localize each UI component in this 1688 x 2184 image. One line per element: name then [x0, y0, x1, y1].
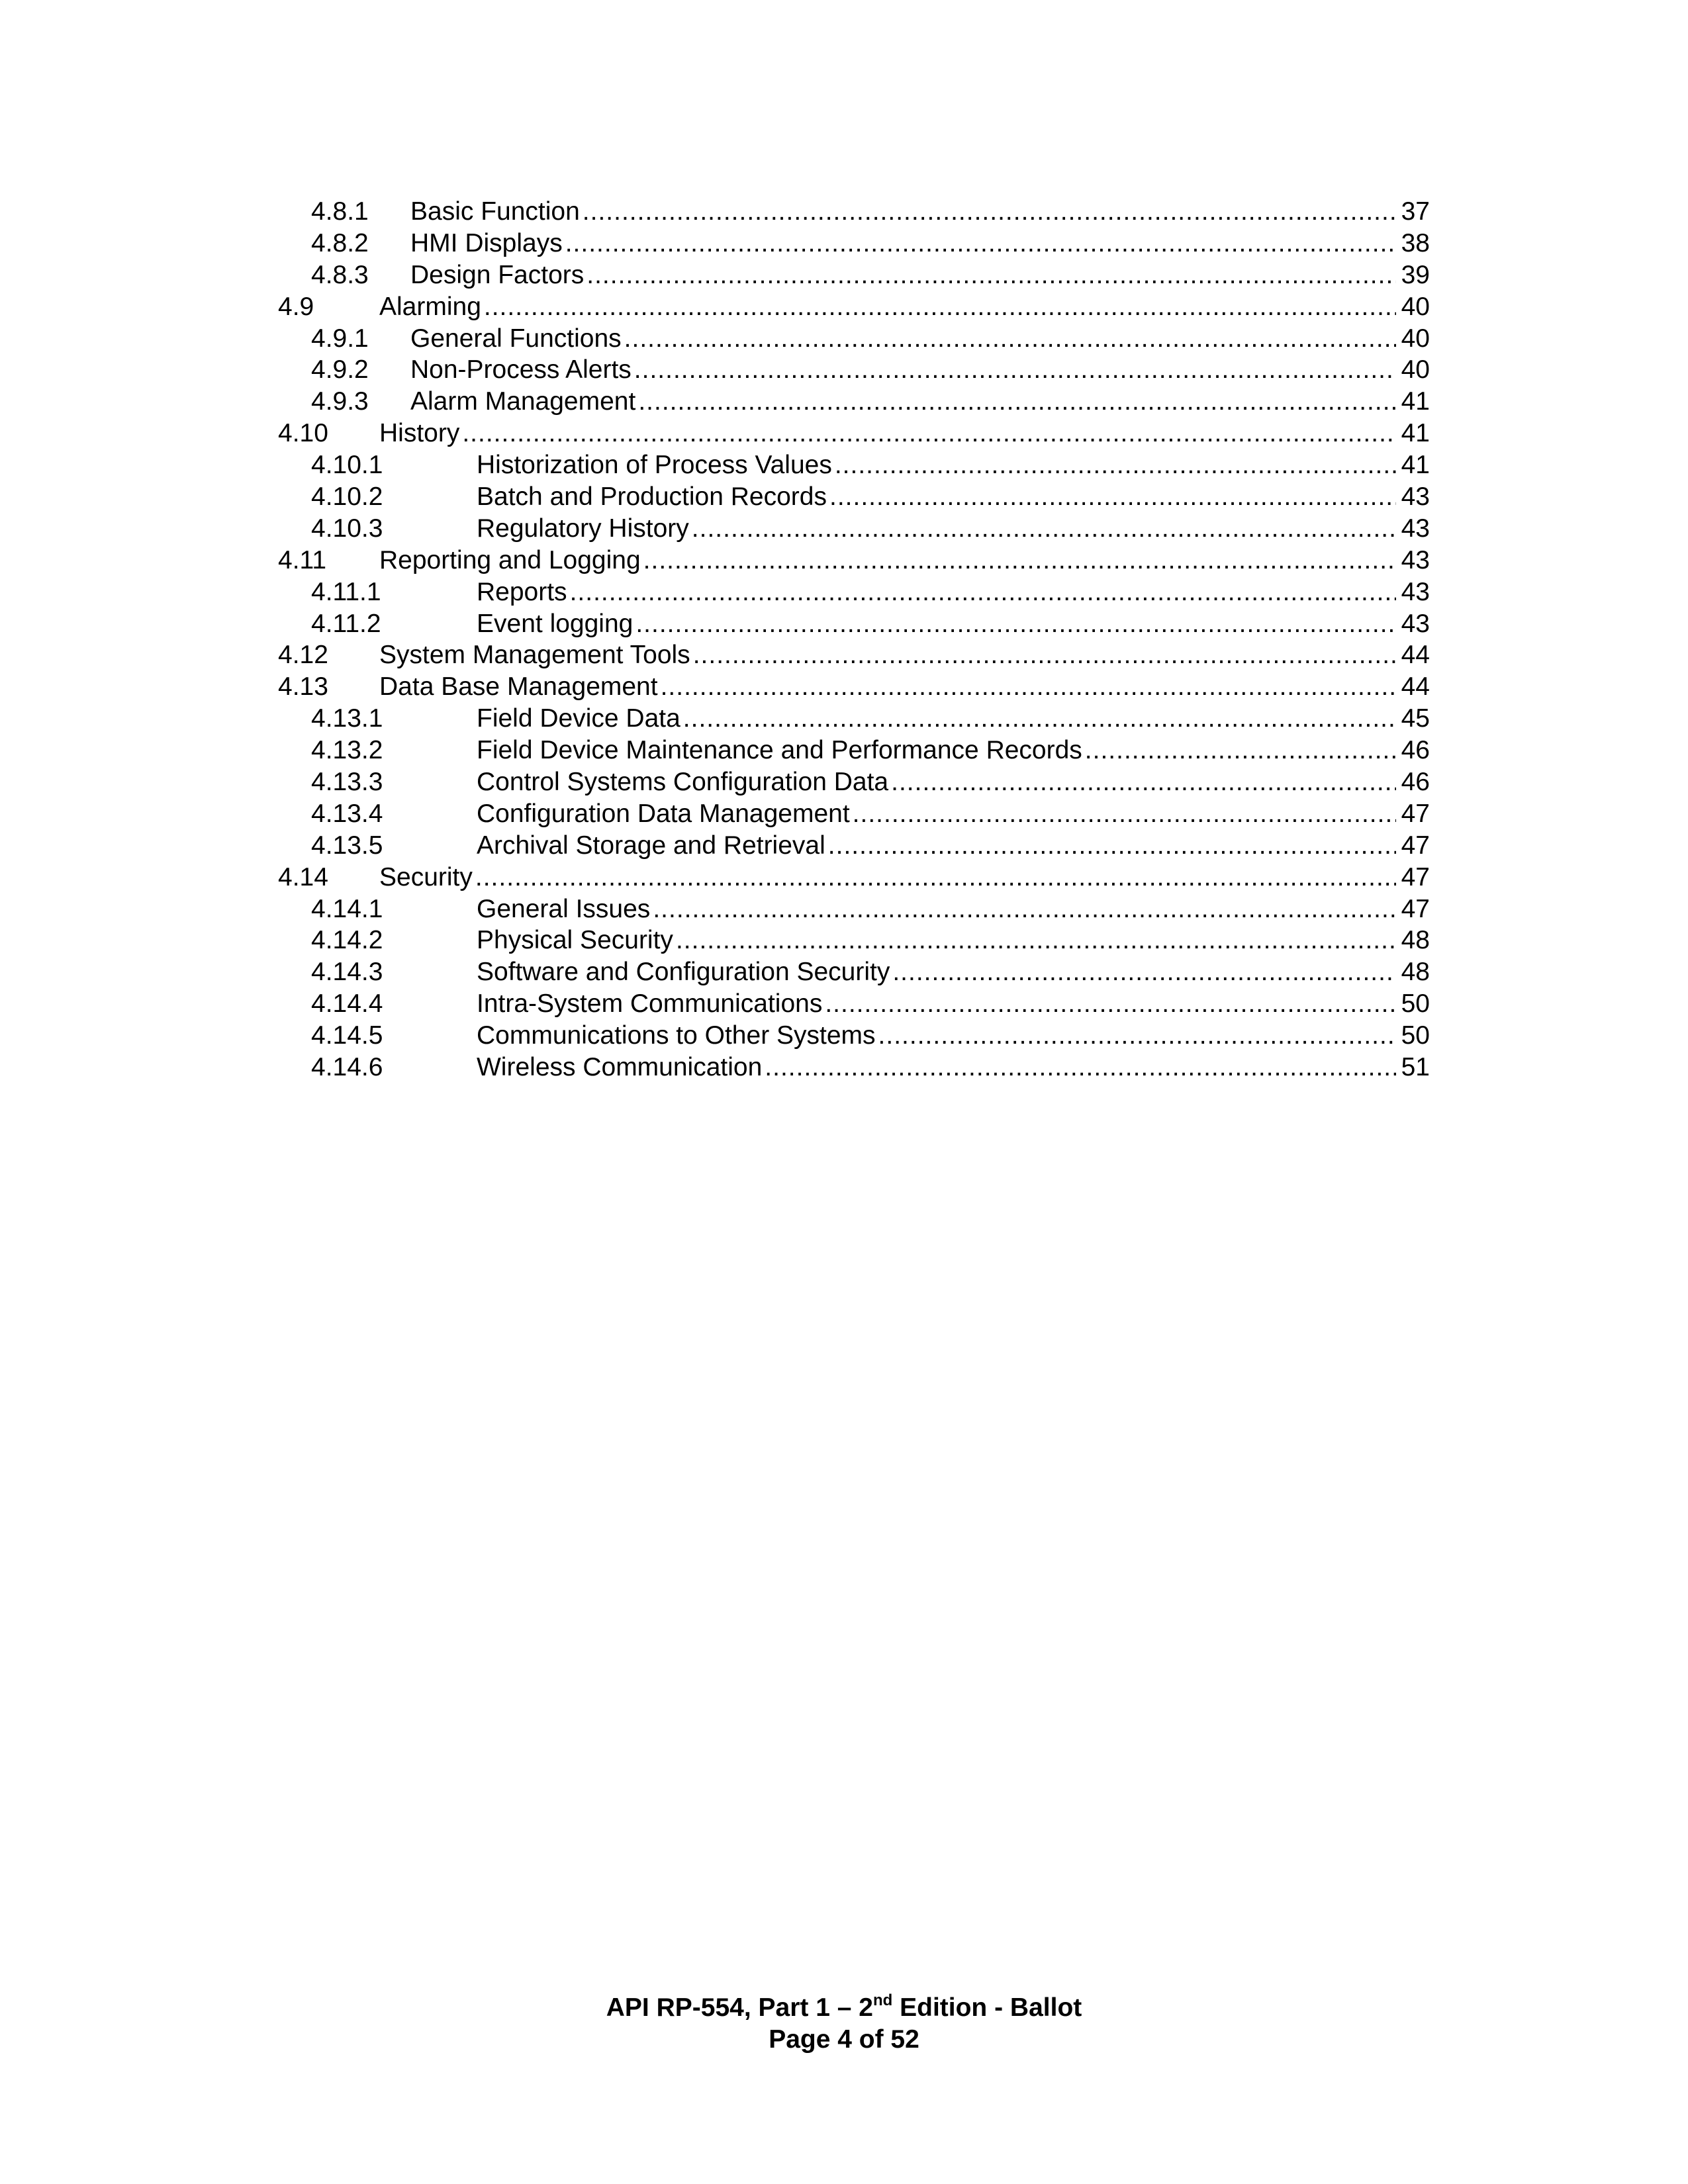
toc-entry-number: 4.10: [278, 419, 328, 448]
toc-entry[interactable]: [278, 925, 1430, 956]
toc-entry-body: [379, 291, 1430, 323]
toc-entry-body: [477, 766, 1430, 798]
toc-entry-number: 4.13.2: [311, 736, 383, 765]
toc-dot-leader: [462, 418, 1395, 449]
toc-entry-number: 4.14.5: [311, 1021, 383, 1050]
footer-page-number: Page 4 of 52: [769, 2025, 919, 2054]
toc-entry-number: 4.8.3: [311, 260, 369, 289]
toc-entry[interactable]: [278, 259, 1430, 291]
toc-entry-page: 45: [1401, 704, 1430, 733]
toc-entry-number: 4.9: [278, 292, 314, 321]
toc-entry-body: [477, 735, 1430, 766]
toc-entry[interactable]: [278, 608, 1430, 640]
toc-entry[interactable]: [278, 862, 1430, 893]
toc-entry-page: 48: [1401, 958, 1430, 987]
toc-entry-body: [477, 608, 1430, 640]
toc-entry-title: Design Factors: [410, 260, 585, 289]
toc-entry-body: [410, 323, 1430, 355]
toc-entry-body: [410, 196, 1430, 228]
toc-dot-leader: [676, 925, 1396, 956]
toc-entry-title: Event logging: [477, 609, 633, 638]
toc-entry[interactable]: [278, 545, 1430, 576]
toc-entry[interactable]: [278, 196, 1430, 228]
toc-entry-page: 43: [1401, 577, 1430, 606]
toc-entry-body: [477, 798, 1430, 830]
toc-entry-page: 37: [1401, 197, 1430, 226]
toc-entry-number: 4.10.1: [311, 451, 383, 480]
toc-entry-page: 44: [1401, 641, 1430, 670]
toc-entry-body: [379, 862, 1430, 893]
toc-entry[interactable]: [278, 323, 1430, 355]
toc-dot-leader: [891, 766, 1395, 798]
toc-dot-leader: [624, 323, 1396, 355]
toc-entry-title: History: [379, 419, 460, 448]
table-of-contents: [278, 196, 1430, 1083]
toc-entry-body: [379, 639, 1430, 671]
toc-dot-leader: [892, 956, 1395, 988]
toc-entry[interactable]: [278, 1052, 1430, 1083]
toc-entry-body: [477, 893, 1430, 925]
toc-entry-page: 50: [1401, 989, 1430, 1019]
toc-dot-leader: [1085, 735, 1396, 766]
toc-entry[interactable]: [278, 798, 1430, 830]
toc-entry-body: [410, 386, 1430, 418]
toc-entry-body: [477, 925, 1430, 956]
toc-entry-number: 4.11.2: [311, 609, 381, 638]
toc-dot-leader: [586, 259, 1395, 291]
toc-entry-body: [477, 481, 1430, 513]
toc-entry-title: System Management Tools: [379, 641, 690, 670]
toc-dot-leader: [683, 703, 1396, 735]
toc-entry-body: [379, 418, 1430, 449]
toc-entry[interactable]: [278, 830, 1430, 862]
toc-entry-page: 46: [1401, 768, 1430, 797]
toc-entry[interactable]: [278, 481, 1430, 513]
toc-entry-title: Software and Configuration Security: [477, 958, 890, 987]
toc-entry-number: 4.14.6: [311, 1053, 383, 1082]
toc-entry-page: 43: [1401, 514, 1430, 543]
toc-entry-page: 48: [1401, 926, 1430, 955]
toc-entry-number: 4.8.1: [311, 197, 369, 226]
toc-entry-title: Field Device Data: [477, 704, 680, 733]
toc-entry-page: 50: [1401, 1021, 1430, 1050]
toc-entry-title: General Functions: [410, 324, 622, 353]
toc-dot-leader: [853, 798, 1396, 830]
toc-dot-leader: [653, 893, 1395, 925]
toc-entry-page: 43: [1401, 609, 1430, 638]
toc-entry-body: [477, 1052, 1430, 1083]
toc-entry[interactable]: [278, 513, 1430, 545]
toc-entry-title: Configuration Data Management: [477, 799, 850, 828]
toc-entry-page: 47: [1401, 831, 1430, 860]
toc-entry-number: 4.9.1: [311, 324, 369, 353]
toc-entry-body: [477, 830, 1430, 862]
toc-entry-title: Reporting and Logging: [379, 545, 641, 574]
toc-entry[interactable]: [278, 418, 1430, 449]
toc-entry[interactable]: [278, 766, 1430, 798]
toc-entry-page: 41: [1401, 419, 1430, 448]
toc-entry-number: 4.13.1: [311, 704, 383, 733]
toc-entry-title: Control Systems Configuration Data: [477, 768, 889, 797]
toc-entry-body: [410, 228, 1430, 259]
toc-entry-body: [410, 259, 1430, 291]
toc-dot-leader: [661, 671, 1396, 703]
toc-entry-number: 4.14.3: [311, 958, 383, 987]
toc-entry-page: 39: [1401, 260, 1430, 289]
toc-entry-title: Non-Process Alerts: [410, 355, 632, 385]
toc-entry[interactable]: [278, 735, 1430, 766]
toc-entry-number: 4.12: [278, 641, 328, 670]
toc-entry[interactable]: [278, 354, 1430, 386]
toc-dot-leader: [583, 196, 1396, 228]
toc-entry[interactable]: [278, 1020, 1430, 1052]
toc-dot-leader: [878, 1020, 1396, 1052]
toc-entry-number: 4.13: [278, 672, 328, 702]
toc-entry[interactable]: [278, 639, 1430, 671]
toc-entry-page: 40: [1401, 355, 1430, 385]
toc-entry-title: Communications to Other Systems: [477, 1021, 876, 1050]
toc-entry-title: Historization of Process Values: [477, 451, 832, 480]
toc-dot-leader: [638, 386, 1395, 418]
toc-entry-page: 38: [1401, 228, 1430, 257]
toc-entry-page: 46: [1401, 736, 1430, 765]
toc-entry-title: Intra-System Communications: [477, 989, 823, 1019]
toc-dot-leader: [692, 513, 1396, 545]
toc-dot-leader: [643, 545, 1396, 576]
toc-entry[interactable]: [278, 449, 1430, 481]
toc-entry-page: 40: [1401, 292, 1430, 321]
toc-entry-title: Physical Security: [477, 926, 673, 955]
toc-entry-number: 4.9.2: [311, 355, 369, 385]
toc-entry-body: [477, 988, 1430, 1020]
page-footer: [0, 1992, 1688, 2056]
toc-entry-title: Security: [379, 862, 473, 891]
toc-entry-page: 41: [1401, 387, 1430, 416]
footer-document-title: API RP-554, Part 1 – 2nd Edition - Ballot: [606, 1991, 1082, 2022]
toc-entry-number: 4.10.3: [311, 514, 383, 543]
toc-entry-number: 4.14.2: [311, 926, 383, 955]
toc-entry-number: 4.9.3: [311, 387, 369, 416]
toc-entry[interactable]: [278, 386, 1430, 418]
toc-entry-body: [477, 1020, 1430, 1052]
toc-dot-leader: [484, 291, 1396, 323]
toc-entry-page: 47: [1401, 799, 1430, 828]
toc-entry-body: [410, 354, 1430, 386]
toc-entry-number: 4.14: [278, 862, 328, 891]
toc-entry-body: [477, 576, 1430, 608]
toc-entry-title: HMI Displays: [410, 228, 563, 257]
toc-entry-number: 4.13.4: [311, 799, 383, 828]
toc-dot-leader: [565, 228, 1396, 259]
toc-entry[interactable]: [278, 671, 1430, 703]
toc-entry-title: Alarm Management: [410, 387, 636, 416]
toc-entry-page: 43: [1401, 482, 1430, 512]
toc-entry-number: 4.11: [278, 545, 327, 574]
toc-entry-body: [477, 513, 1430, 545]
toc-entry[interactable]: [278, 576, 1430, 608]
toc-entry-number: 4.13.5: [311, 831, 383, 860]
toc-entry-page: 51: [1401, 1053, 1430, 1082]
toc-dot-leader: [825, 988, 1395, 1020]
toc-entry[interactable]: [278, 988, 1430, 1020]
toc-dot-leader: [570, 576, 1396, 608]
toc-entry-number: 4.13.3: [311, 768, 383, 797]
toc-entry-page: 41: [1401, 451, 1430, 480]
toc-entry-title: Regulatory History: [477, 514, 689, 543]
toc-entry-page: 40: [1401, 324, 1430, 353]
toc-dot-leader: [635, 608, 1395, 640]
toc-entry-number: 4.8.2: [311, 228, 369, 257]
toc-entry-title: Basic Function: [410, 197, 580, 226]
toc-entry[interactable]: [278, 956, 1430, 988]
toc-dot-leader: [829, 481, 1396, 513]
toc-entry-page: 44: [1401, 672, 1430, 702]
toc-dot-leader: [475, 862, 1396, 893]
toc-entry-body: [379, 545, 1430, 576]
toc-entry-title: Batch and Production Records: [477, 482, 827, 512]
toc-entry-title: Wireless Communication: [477, 1053, 763, 1082]
toc-entry[interactable]: [278, 228, 1430, 259]
toc-entry-title: General Issues: [477, 894, 651, 923]
toc-entry[interactable]: [278, 291, 1430, 323]
toc-entry-number: 4.10.2: [311, 482, 383, 512]
toc-entry-body: [477, 703, 1430, 735]
toc-entry-page: 47: [1401, 862, 1430, 891]
toc-entry[interactable]: [278, 703, 1430, 735]
toc-entry-body: [379, 671, 1430, 703]
toc-entry[interactable]: [278, 893, 1430, 925]
toc-entry-title: Reports: [477, 577, 567, 606]
toc-entry-page: 47: [1401, 894, 1430, 923]
toc-dot-leader: [634, 354, 1396, 386]
toc-dot-leader: [693, 639, 1396, 671]
toc-entry-number: 4.11.1: [311, 577, 381, 606]
toc-entry-body: [477, 449, 1430, 481]
toc-dot-leader: [828, 830, 1396, 862]
toc-entry-title: Archival Storage and Retrieval: [477, 831, 825, 860]
toc-entry-number: 4.14.1: [311, 894, 383, 923]
toc-entry-title: Field Device Maintenance and Performance Records: [477, 736, 1082, 765]
toc-entry-page: 43: [1401, 545, 1430, 574]
toc-dot-leader: [765, 1052, 1395, 1083]
toc-dot-leader: [835, 449, 1396, 481]
toc-entry-title: Data Base Management: [379, 672, 658, 702]
toc-entry-body: [477, 956, 1430, 988]
toc-entry-title: Alarming: [379, 292, 481, 321]
toc-entry-number: 4.14.4: [311, 989, 383, 1019]
